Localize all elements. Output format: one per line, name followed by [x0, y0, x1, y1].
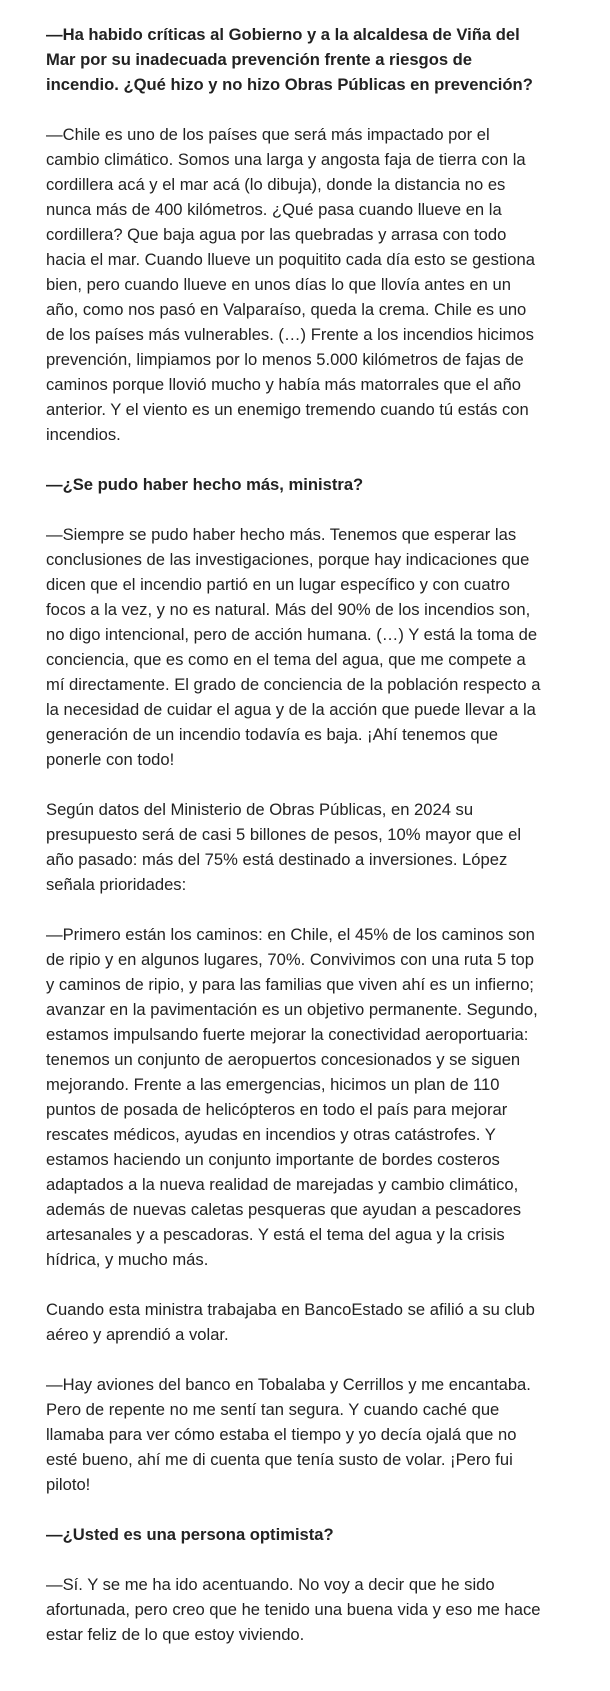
answer-paragraph: —Chile es uno de los países que será más impactado por el cambio climático. Somos una larga y angosta faja de tierra con la cordillera acá y el mar acá (lo dibuja), donde la distancia no es nunca más de 400 kilómetros. ¿Qué pasa cuando llueve en la cordillera? Que baja agua por las quebradas y arrasa con todo hacia el mar. Cuando llueve un poquitito cada día esto se gestiona bien, pero cuando llueve en unos días lo que llovía antes en un año, como nos pasó en Valparaíso, queda la crema. Chile es uno de los países más vulnerables. (…) Frente a los incendios hicimos prevención, limpiamos por lo menos 5.000 kilómetros de fajas de caminos porque llovió mucho y había más matorrales que el año anterior. Y el viento es un enemigo tremendo cuando tú estás con incendios. [46, 125, 535, 444]
interview-question: —¿Se pudo haber hecho más, ministra? [46, 475, 364, 494]
answer-paragraph: —Hay aviones del banco en Tobalaba y Cerrillos y me encantaba. Pero de repente no me sentí tan segura. Y cuando caché que llamaba para ver cómo estaba el tiempo y yo decía ojalá que no esté bueno, ahí me di cuenta que tenía susto de volar. ¡Pero fui piloto! [46, 1375, 531, 1494]
answer-paragraph: —Siempre se pudo haber hecho más. Tenemos que esperar las conclusiones de las investigaciones, porque hay indicaciones que dicen que el incendio partió en un lugar específico y con cuatro focos a la vez, y no es natural. Más del 90% de los incendios son, no digo intencional, pero de acción humana. (…) Y está la toma de conciencia, que es como en el tema del agua, que me compete a mí directamente. El grado de conciencia de la población respecto a la necesidad de cuidar el agua y de la acción que puede llevar a la generación de un incendio todavía es baja. ¡Ahí tenemos que ponerle con todo! [46, 525, 541, 769]
narrative-paragraph: Según datos del Ministerio de Obras Públicas, en 2024 su presupuesto será de casi 5 billones de pesos, 10% mayor que el año pasado: más del 75% está destinado a inversiones. López señala prioridades: [46, 800, 522, 894]
interview-question: —¿Usted es una persona optimista? [46, 1525, 334, 1544]
answer-paragraph: —Sí. Y se me ha ido acentuando. No voy a decir que he sido afortunada, pero creo que he tenido una buena vida y eso me hace estar feliz de lo que estoy viviendo. [46, 1575, 541, 1644]
narrative-paragraph: Cuando esta ministra trabajaba en BancoEstado se afilió a su club aéreo y aprendió a volar. [46, 1300, 535, 1344]
interview-question: —Ha habido críticas al Gobierno y a la alcaldesa de Viña del Mar por su inadecuada prevención frente a riesgos de incendio. ¿Qué hizo y no hizo Obras Públicas en prevención? [46, 25, 533, 94]
answer-paragraph: —Primero están los caminos: en Chile, el 45% de los caminos son de ripio y en algunos lugares, 70%. Convivimos con una ruta 5 top y caminos de ripio, y para las familias que viven ahí es un infierno; avanzar en la pavimentación es un objetivo permanente. Segundo, estamos impulsando fuerte mejorar la conectividad aeroportuaria: tenemos un conjunto de aeropuertos concesionados y se siguen mejorando. Frente a las emergencias, hicimos un plan de 110 puntos de posada de helicópteros en todo el país para mejorar rescates médicos, ayudas en incendios y otras catástrofes. Y estamos haciendo un conjunto importante de bordes costeros adaptados a la nueva realidad de marejadas y cambio climático, además de nuevas caletas pesqueras que ayudan a pescadores artesanales y a pescadoras. Y está el tema del agua y la crisis hídrica, y mucho más. [46, 925, 538, 1269]
